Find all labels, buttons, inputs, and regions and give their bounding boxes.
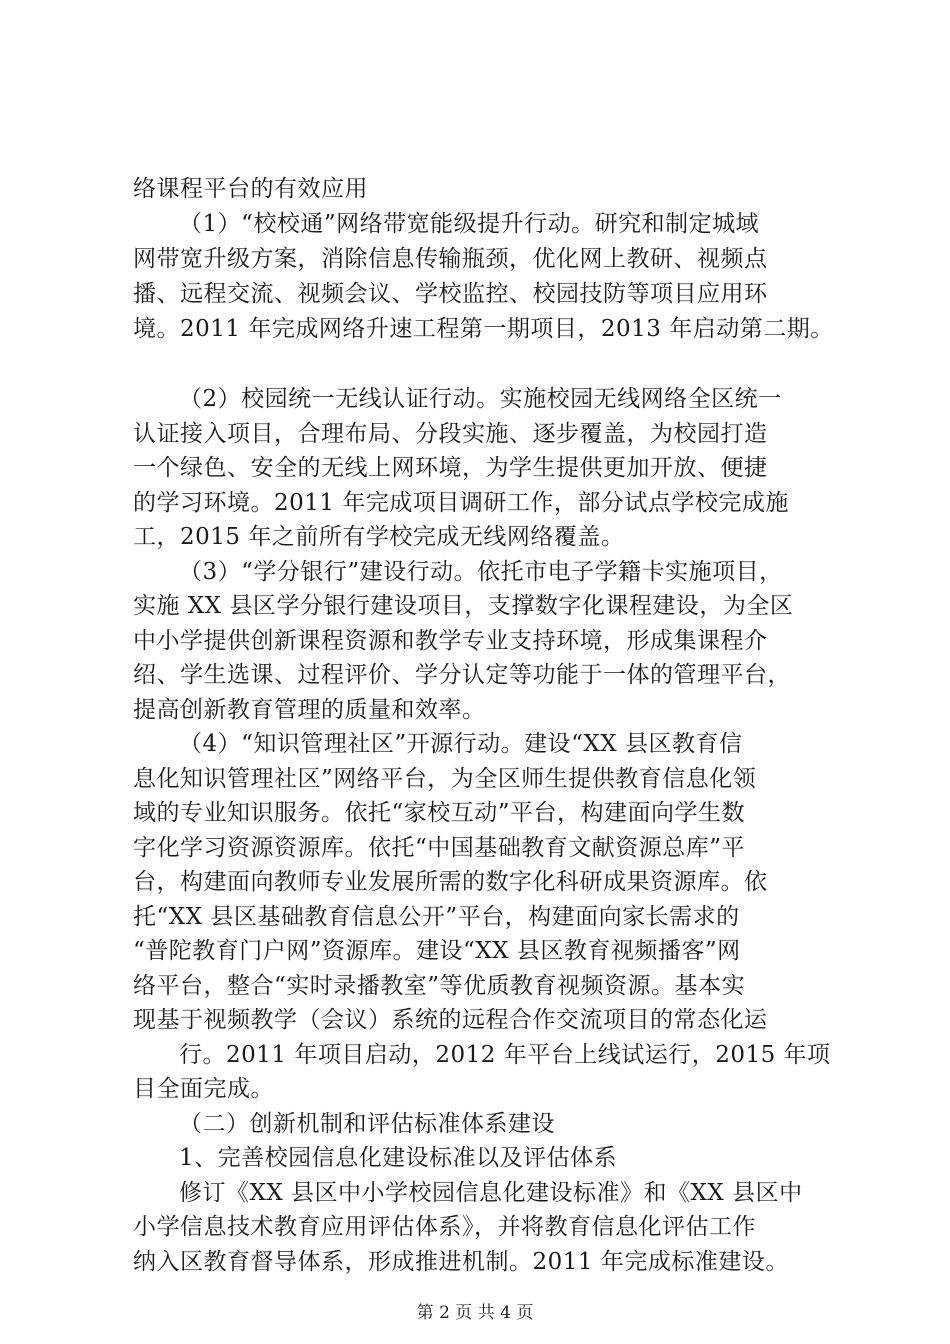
text-line: 台，构建面向教师专业发展所需的数字化科研成果资源库。依 xyxy=(133,869,768,895)
text-line: 播、远程交流、视频会议、学校监控、校园技防等项目应用环 xyxy=(133,281,768,307)
text-line: 认证接入项目，合理布局、分段实施、逐步覆盖，为校园打造 xyxy=(133,421,768,447)
text-line: 字化学习资源资源库。依托“中国基础教育文献资源总库”平 xyxy=(133,835,746,861)
text-line: 提高创新教育管理的质量和效率。 xyxy=(133,697,486,723)
text-line: 行。2011 年项目启动，2012 年平台上线试运行，2015 年项 xyxy=(179,1042,831,1068)
text-line: 一个绿色、安全的无线上网环境，为学生提供更加开放、便捷 xyxy=(133,455,768,481)
text-line: “普陀教育门户网”资源库。建设“XX 县区教育视频播客”网 xyxy=(133,938,741,964)
text-line: 的学习环境。2011 年完成项目调研工作，部分试点学校完成施 xyxy=(133,490,789,516)
text-line: 络平台，整合“实时录播教室”等优质教育视频资源。基本实 xyxy=(133,973,746,999)
text-line: 修订《XX 县区中小学校园信息化建设标准》和《XX 县区中 xyxy=(179,1180,803,1206)
text-line: 络课程平台的有效应用 xyxy=(133,176,368,202)
text-line: （2）校园统一无线认证行动。实施校园无线网络全区统一 xyxy=(179,386,782,412)
text-line: 现基于视频教学（会议）系统的远程合作交流项目的常态化运 xyxy=(133,1007,768,1033)
text-line: （3）“学分银行”建设行动。依托市电子学籍卡实施项目， xyxy=(179,559,783,585)
text-line: （1）“校校通”网络带宽能级提升行动。研究和制定城域 xyxy=(179,211,760,237)
text-line: 息化知识管理社区”网络平台，为全区师生提供教育信息化领 xyxy=(133,766,757,792)
text-line: 实施 XX 县区学分银行建设项目，支撑数字化课程建设，为全区 xyxy=(133,593,794,619)
text-line: 绍、学生选课、过程评价、学分认定等功能于一体的管理平台， xyxy=(133,662,791,688)
text-line: （4）“知识管理社区”开源行动。建设“XX 县区教育信 xyxy=(179,731,743,757)
text-line: 目全面完成。 xyxy=(133,1076,274,1102)
text-line: 托“XX 县区基础教育信息公开”平台，构建面向家长需求的 xyxy=(133,904,740,930)
subsection-heading: 1、完善校园信息化建设标准以及评估体系 xyxy=(179,1145,618,1171)
text-line: 境。2011 年完成网络升速工程第一期项目，2013 年启动第二期。 xyxy=(133,316,834,342)
text-line: 中小学提供创新课程资源和教学专业支持环境，形成集课程介 xyxy=(133,628,768,654)
text-line: 小学信息技术教育应用评估体系》，并将教育信息化评估工作 xyxy=(133,1214,756,1240)
page-footer: 第 2 页 共 4 页 xyxy=(416,1303,534,1323)
section-heading: （二）创新机制和评估标准体系建设 xyxy=(179,1111,555,1137)
text-line: 网带宽升级方案，消除信息传输瓶颈，优化网上教研、视频点 xyxy=(133,246,768,272)
text-line: 域的专业知识服务。依托“家校互动”平台，构建面向学生数 xyxy=(133,800,746,826)
text-line: 工，2015 年之前所有学校完成无线网络覆盖。 xyxy=(133,524,625,550)
text-line: 纳入区教育督导体系，形成推进机制。2011 年完成标准建设。 xyxy=(133,1249,789,1275)
